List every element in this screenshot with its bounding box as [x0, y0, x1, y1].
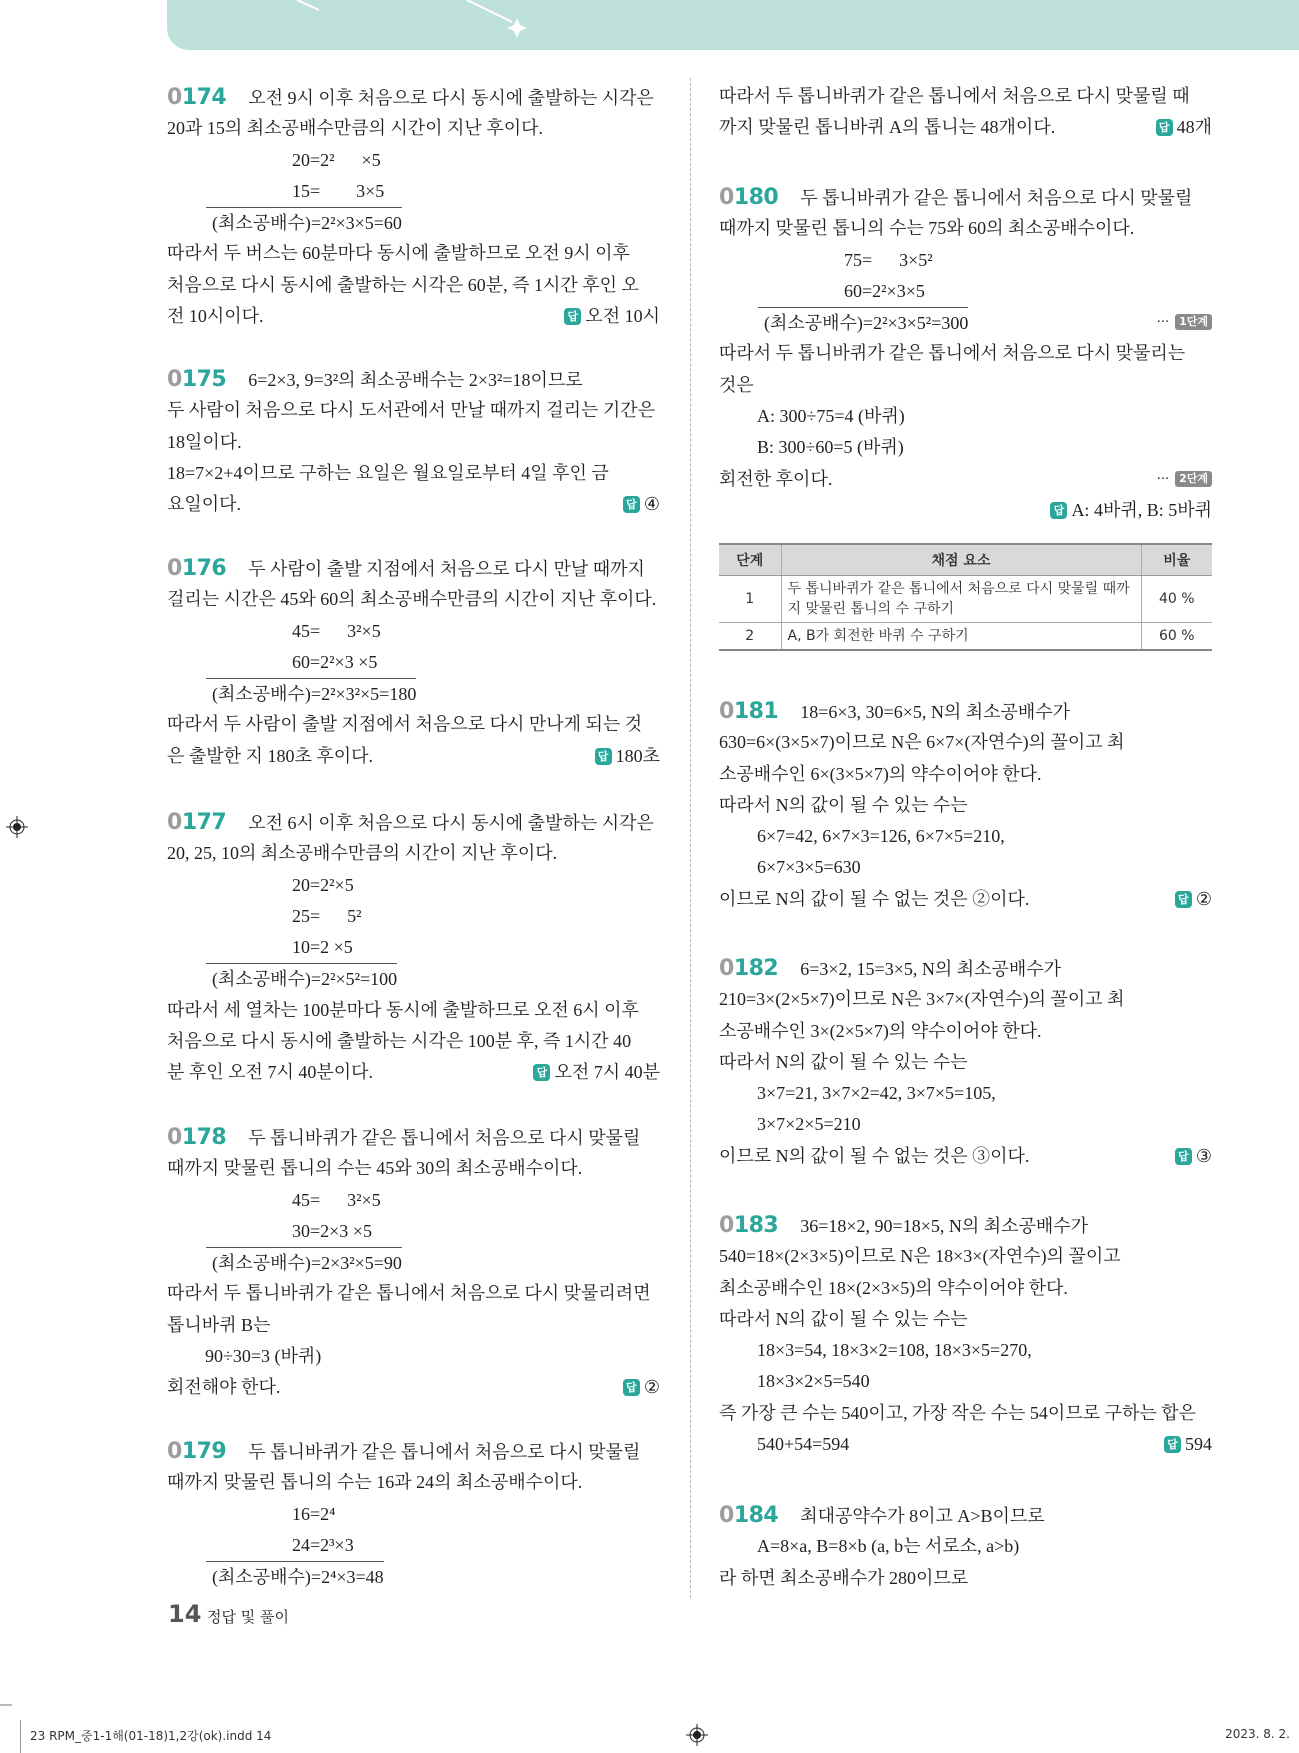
lcm-text: (최소공배수)=2⁴×3=48	[206, 1561, 384, 1592]
answer	[595, 741, 660, 772]
text-line	[719, 401, 1212, 432]
cell-step: 2	[719, 623, 781, 651]
text-line	[719, 432, 1212, 463]
text-line	[167, 458, 660, 489]
line-text: 오전 9시 이후 처음으로 다시 동시에 출발하는 시각은	[248, 88, 654, 108]
line-text: 90÷30=3 (바퀴)	[205, 1346, 322, 1367]
text-line	[167, 616, 660, 647]
answer-text: ②	[1195, 888, 1212, 909]
trim-mark	[0, 1704, 12, 1706]
text-line	[719, 1016, 1212, 1047]
text-line	[167, 82, 660, 113]
answer-text: 오전 7시 40분	[554, 1062, 660, 1083]
line-text: 3×7×2×5=210	[757, 1114, 861, 1135]
text-line	[167, 1216, 660, 1247]
text-line	[719, 759, 1212, 790]
line-text: 때까지 맞물린 톱니의 수는 45와 30의 최소공배수이다.	[167, 1158, 583, 1179]
cell-ratio: 40 %	[1141, 576, 1212, 623]
table-row	[719, 576, 1212, 623]
text-line	[719, 81, 1212, 112]
lcm-text: (최소공배수)=2²×3×5²=300	[758, 307, 968, 338]
problem-0182	[719, 953, 1212, 1172]
problem-continued	[719, 81, 1212, 144]
answer-text: 594	[1185, 1434, 1212, 1455]
line-text: 6=3×2, 15=3×5, N의 최소공배수가	[800, 959, 1062, 979]
text-line	[167, 1278, 660, 1309]
text-line	[167, 870, 660, 901]
text-line	[719, 464, 1212, 495]
answer	[623, 1372, 660, 1403]
line-text: 최소공배수인 18×(2×3×5)의 약수이어야 한다.	[719, 1277, 1068, 1298]
text-line	[167, 489, 660, 520]
line-text: 따라서 N의 값이 될 수 있는 수는	[719, 1308, 968, 1329]
line-text: 회전한 후이다.	[719, 468, 833, 489]
problem-0174	[167, 82, 660, 332]
problem-number-prefix: 0	[719, 1503, 734, 1528]
answer	[1050, 500, 1212, 520]
line-text: A=8×a, B=8×b (a, b는 서로소, a>b)	[757, 1536, 1020, 1557]
answer-badge-icon: 답	[533, 1064, 550, 1081]
problem-number	[167, 810, 226, 835]
text-line	[167, 1153, 660, 1184]
line-text: 45= 3²×5	[292, 1189, 381, 1210]
line-text: 요일이다.	[167, 494, 242, 515]
text-line	[719, 696, 1212, 727]
text-line	[719, 1047, 1212, 1078]
line-text: 25= 5²	[292, 905, 362, 926]
answer-text: ③	[1195, 1145, 1212, 1166]
line-text: 30=2×3 ×5	[292, 1220, 372, 1241]
text-line	[167, 427, 660, 458]
text-line	[719, 1398, 1212, 1429]
line-text: 처음으로 다시 동시에 출발하는 시각은 100분 후, 즉 1시간 40	[167, 1031, 632, 1052]
text-line	[167, 1026, 660, 1057]
page-label: 정답 및 풀이	[207, 1608, 289, 1626]
problem-number-rest: 178	[181, 1125, 227, 1150]
line-text: 따라서 세 열차는 100분마다 동시에 출발하므로 오전 6시 이후	[167, 999, 639, 1020]
text-line	[719, 338, 1212, 369]
line-text: 따라서 N의 값이 될 수 있는 수는	[719, 794, 968, 815]
text-line	[719, 276, 1212, 307]
text-line	[719, 1141, 1212, 1172]
line-text: 소공배수인 3×(2×5×7)의 약수이어야 한다.	[719, 1020, 1042, 1041]
line-text: 24=2³×3	[292, 1534, 354, 1555]
line-text: 걸리는 시간은 45와 60의 최소공배수만큼의 시간이 지난 후이다.	[167, 589, 657, 610]
text-line	[719, 1273, 1212, 1304]
answer-badge-icon: 답	[1175, 1148, 1192, 1165]
line-text: 18=6×3, 30=6×5, N의 최소공배수가	[800, 702, 1071, 722]
text-line	[719, 1563, 1212, 1594]
line-text: 630=6×(3×5×7)이므로 N은 6×7×(자연수)의 꼴이고 최	[719, 732, 1125, 753]
problem-number-prefix: 0	[719, 185, 734, 210]
cell-ratio: 60 %	[1141, 623, 1212, 651]
text-line	[167, 1057, 660, 1088]
text-line	[719, 1366, 1212, 1397]
problem-number-prefix: 0	[167, 810, 182, 835]
answer-text: ④	[643, 494, 660, 515]
registration-mark-icon	[686, 1724, 708, 1746]
answer-text: A: 4바퀴, B: 5바퀴	[1071, 499, 1212, 520]
text-line	[167, 270, 660, 301]
header-band	[167, 0, 1299, 50]
problem-number	[719, 699, 778, 724]
lcm-line	[719, 307, 1212, 338]
text-line	[167, 553, 660, 584]
text-line	[167, 1372, 660, 1403]
line-text: 전 10시이다.	[167, 306, 264, 327]
problem-number-rest: 180	[733, 185, 779, 210]
problem-0181	[719, 696, 1212, 915]
answer-badge-icon: 답	[1050, 502, 1067, 519]
text-line	[167, 647, 660, 678]
text-line	[167, 995, 660, 1026]
page-number: 14	[168, 1600, 202, 1628]
text-line	[719, 370, 1212, 401]
problem-0176	[167, 553, 660, 772]
line-text: 분 후인 오전 7시 40분이다.	[167, 1062, 373, 1083]
answer-text: 48개	[1176, 117, 1212, 138]
problem-number-prefix: 0	[167, 1439, 182, 1464]
text-line	[167, 1499, 660, 1530]
text-line	[167, 238, 660, 269]
line-text: 소공배수인 6×(3×5×7)의 약수이어야 한다.	[719, 763, 1042, 784]
line-text: A: 300÷75=4 (바퀴)	[757, 406, 905, 427]
problem-number-prefix: 0	[167, 1125, 182, 1150]
answer-badge-icon: 답	[1175, 891, 1192, 908]
text-line	[719, 1500, 1212, 1531]
step-marker: ··· 2단계	[1157, 464, 1212, 495]
line-text: 20, 25, 10의 최소공배수만큼의 시간이 지난 후이다.	[167, 843, 558, 864]
text-line	[167, 395, 660, 426]
text-line	[719, 495, 1212, 526]
registration-mark-icon	[6, 816, 28, 838]
text-line	[719, 1531, 1212, 1562]
line-text: 라 하면 최소공배수가 280이므로	[719, 1567, 969, 1588]
problem-number-rest: 176	[181, 556, 227, 581]
text-line	[719, 245, 1212, 276]
line-text: 18=7×2+4이므로 구하는 요일은 월요일로부터 4일 후인 금	[167, 462, 609, 483]
problem-number	[167, 1439, 226, 1464]
answer	[623, 489, 660, 520]
text-line	[719, 213, 1212, 244]
text-line	[167, 1436, 660, 1467]
cell-element: 두 톱니바퀴가 같은 톱니에서 처음으로 다시 맞물릴 때까지 맞물린 톱니의 수 구하기	[781, 576, 1141, 623]
text-line	[167, 145, 660, 176]
line-text: 16=2⁴	[292, 1503, 336, 1524]
line-text: 오전 6시 이후 처음으로 다시 동시에 출발하는 시각은	[248, 813, 654, 833]
line-text: 210=3×(2×5×7)이므로 N은 3×7×(자연수)의 꼴이고 최	[719, 989, 1125, 1010]
line-text: 따라서 두 톱니바퀴가 같은 톱니에서 처음으로 다시 맞물리는	[719, 343, 1186, 364]
problem-0180	[719, 182, 1212, 526]
text-line	[167, 301, 660, 332]
text-line	[719, 852, 1212, 883]
slug-filename: 23 RPM_중1-1해(01-18)1,2강(ok).indd 14	[30, 1729, 272, 1743]
problem-number-rest: 184	[733, 1503, 779, 1528]
answer-badge-icon: 답	[564, 308, 581, 325]
text-line	[167, 838, 660, 869]
problem-0175	[167, 364, 660, 520]
step-marker: ··· 1단계	[1157, 307, 1212, 338]
line-text: 두 톱니바퀴가 같은 톱니에서 처음으로 다시 맞물릴	[248, 1442, 641, 1462]
problem-number	[167, 85, 226, 110]
line-text: 회전해야 한다.	[167, 1377, 281, 1398]
line-text: 60=2²×3 ×5	[292, 651, 378, 672]
text-line	[719, 1429, 1212, 1460]
problem-number-prefix: 0	[719, 956, 734, 981]
line-text: 따라서 두 버스는 60분마다 동시에 출발하므로 오전 9시 이후	[167, 243, 630, 264]
text-line	[719, 1304, 1212, 1335]
problem-number	[167, 556, 226, 581]
problem-0184	[719, 1500, 1212, 1594]
problem-number-prefix: 0	[167, 556, 182, 581]
line-text: 15= 3×5	[292, 180, 385, 201]
line-text: 처음으로 다시 동시에 출발하는 시각은 60분, 즉 1시간 후인 오	[167, 274, 639, 295]
answer-text: ②	[643, 1377, 660, 1398]
text-line	[167, 1122, 660, 1153]
answer-badge-icon: 답	[595, 748, 612, 765]
problem-number-prefix: 0	[719, 699, 734, 724]
problem-number-rest: 177	[181, 810, 227, 835]
text-line	[167, 1341, 660, 1372]
text-line	[719, 884, 1212, 915]
problem-number	[719, 956, 778, 981]
text-line	[167, 113, 660, 144]
text-line	[719, 112, 1212, 143]
line-text: 즉 가장 큰 수는 540이고, 가장 작은 수는 54이므로 구하는 합은	[719, 1402, 1197, 1423]
line-text: 은 출발한 지 180초 후이다.	[167, 745, 373, 766]
text-line	[167, 807, 660, 838]
line-text: 최대공약수가 8이고 A>B이므로	[800, 1506, 1045, 1526]
line-text: 20=2² ×5	[292, 149, 381, 170]
text-line	[167, 932, 660, 963]
line-text: 6×7=42, 6×7×3=126, 6×7×5=210,	[757, 826, 1005, 847]
header-ratio: 비율	[1141, 544, 1212, 576]
line-text: 75= 3×5²	[844, 249, 933, 270]
text-line	[719, 1335, 1212, 1366]
text-line	[719, 1109, 1212, 1140]
line-text: 3×7=21, 3×7×2=42, 3×7×5=105,	[757, 1083, 996, 1104]
text-line	[719, 727, 1212, 758]
slug-date: 2023. 8. 2.	[1225, 1727, 1290, 1741]
text-line	[719, 182, 1212, 213]
answer	[1175, 884, 1212, 915]
text-line	[167, 364, 660, 395]
step-tag: 2단계	[1175, 471, 1212, 487]
line-text: 것은	[719, 374, 754, 395]
problem-number	[719, 185, 778, 210]
answer-badge-icon: 답	[623, 496, 640, 513]
text-line	[167, 709, 660, 740]
line-text: 20과 15의 최소공배수만큼의 시간이 지난 후이다.	[167, 118, 543, 139]
header-step: 단계	[719, 544, 781, 576]
table-row	[719, 623, 1212, 651]
column-divider	[690, 78, 691, 1598]
lcm-text: (최소공배수)=2×3²×5=90	[206, 1247, 402, 1278]
header-element: 채점 요소	[781, 544, 1141, 576]
line-text: 두 사람이 출발 지점에서 처음으로 다시 만날 때까지	[248, 559, 645, 579]
text-line	[167, 1185, 660, 1216]
line-text: 18×3×2×5=540	[757, 1371, 870, 1392]
answer	[1164, 1429, 1212, 1460]
text-line	[719, 1241, 1212, 1272]
lcm-text: (최소공배수)=2²×3×5=60	[206, 207, 402, 238]
problem-number-prefix: 0	[167, 367, 182, 392]
line-text: 따라서 N의 값이 될 수 있는 수는	[719, 1051, 968, 1072]
lcm-line	[167, 1561, 660, 1592]
line-text: 때까지 맞물린 톱니의 수는 75와 60의 최소공배수이다.	[719, 218, 1135, 239]
problem-number-rest: 183	[733, 1213, 779, 1238]
line-text: 따라서 두 사람이 출발 지점에서 처음으로 다시 만나게 되는 것	[167, 714, 643, 735]
lcm-line	[167, 207, 660, 238]
problem-number-prefix: 0	[167, 85, 182, 110]
scoring-table	[719, 543, 1212, 651]
answer-text: 180초	[615, 745, 660, 766]
problem-number	[719, 1213, 778, 1238]
line-text: 540+54=594	[757, 1434, 850, 1455]
line-text: 18일이다.	[167, 431, 242, 452]
answer-text: 오전 10시	[585, 306, 660, 327]
line-text: 10=2 ×5	[292, 937, 353, 958]
text-line	[167, 176, 660, 207]
text-line	[167, 584, 660, 615]
text-line	[719, 953, 1212, 984]
cell-element: A, B가 회전한 바퀴 수 구하기	[781, 623, 1141, 651]
problem-number-rest: 179	[181, 1439, 227, 1464]
problem-0179	[167, 1436, 660, 1592]
cell-step: 1	[719, 576, 781, 623]
line-text: 때까지 맞물린 톱니의 수는 16과 24의 최소공배수이다.	[167, 1472, 583, 1493]
line-text: 6×7×3×5=630	[757, 857, 861, 878]
step-tag: 1단계	[1175, 314, 1212, 330]
lcm-line	[167, 678, 660, 709]
slug-line	[20, 1720, 21, 1753]
lcm-text: (최소공배수)=2²×5²=100	[206, 963, 397, 994]
text-line	[167, 901, 660, 932]
text-line	[167, 1467, 660, 1498]
text-line	[719, 1210, 1212, 1241]
answer	[564, 301, 660, 332]
lcm-line	[167, 963, 660, 994]
constellation-decoration-icon	[167, 0, 567, 50]
text-line	[167, 1310, 660, 1341]
problem-number	[167, 367, 226, 392]
answer	[1175, 1141, 1212, 1172]
line-text: 톱니바퀴 B는	[167, 1314, 271, 1335]
line-text: 까지 맞물린 톱니바퀴 A의 톱니는 48개이다.	[719, 117, 1056, 138]
answer-badge-icon: 답	[623, 1379, 640, 1396]
answer-badge-icon: 답	[1156, 119, 1173, 136]
line-text: 이므로 N의 값이 될 수 없는 것은 ②이다.	[719, 888, 1030, 909]
line-text: 45= 3²×5	[292, 620, 381, 641]
answer-badge-icon: 답	[1164, 1436, 1181, 1453]
line-text: 20=2²×5	[292, 874, 354, 895]
text-line	[719, 984, 1212, 1015]
problem-number-rest: 174	[181, 85, 227, 110]
text-line	[719, 790, 1212, 821]
problem-0183	[719, 1210, 1212, 1460]
problem-number-rest: 181	[733, 699, 779, 724]
text-line	[167, 1530, 660, 1561]
lcm-line	[167, 1247, 660, 1278]
problem-number-rest: 182	[733, 956, 779, 981]
line-text: 540=18×(2×3×5)이므로 N은 18×3×(자연수)의 꼴이고	[719, 1246, 1121, 1267]
line-text: 두 사람이 처음으로 다시 도서관에서 만날 때까지 걸리는 기간은	[167, 400, 656, 421]
line-text: 두 톱니바퀴가 같은 톱니에서 처음으로 다시 맞물릴	[248, 1128, 641, 1148]
problem-0177	[167, 807, 660, 1089]
problem-number-rest: 175	[181, 367, 227, 392]
line-text: B: 300÷60=5 (바퀴)	[757, 437, 904, 458]
answer	[1156, 112, 1212, 143]
line-text: 18×3=54, 18×3×2=108, 18×3×5=270,	[757, 1340, 1032, 1361]
text-line	[719, 1078, 1212, 1109]
lcm-text: (최소공배수)=2²×3²×5=180	[206, 678, 416, 709]
problem-0178	[167, 1122, 660, 1404]
problem-number	[719, 1503, 778, 1528]
line-text: 60=2²×3×5	[844, 280, 925, 301]
line-text: 36=18×2, 90=18×5, N의 최소공배수가	[800, 1216, 1089, 1236]
problem-number	[167, 1125, 226, 1150]
line-text: 따라서 두 톱니바퀴가 같은 톱니에서 처음으로 다시 맞물리려면	[167, 1283, 651, 1304]
line-text: 따라서 두 톱니바퀴가 같은 톱니에서 처음으로 다시 맞물릴 때	[719, 86, 1190, 106]
problem-number-prefix: 0	[719, 1213, 734, 1238]
text-line	[167, 741, 660, 772]
text-line	[719, 821, 1212, 852]
line-text: 이므로 N의 값이 될 수 없는 것은 ③이다.	[719, 1145, 1030, 1166]
line-text: 6=2×3, 9=3²의 최소공배수는 2×3²=18이므로	[248, 370, 583, 390]
answer	[533, 1057, 660, 1088]
line-text: 두 톱니바퀴가 같은 톱니에서 처음으로 다시 맞물릴	[800, 188, 1193, 208]
